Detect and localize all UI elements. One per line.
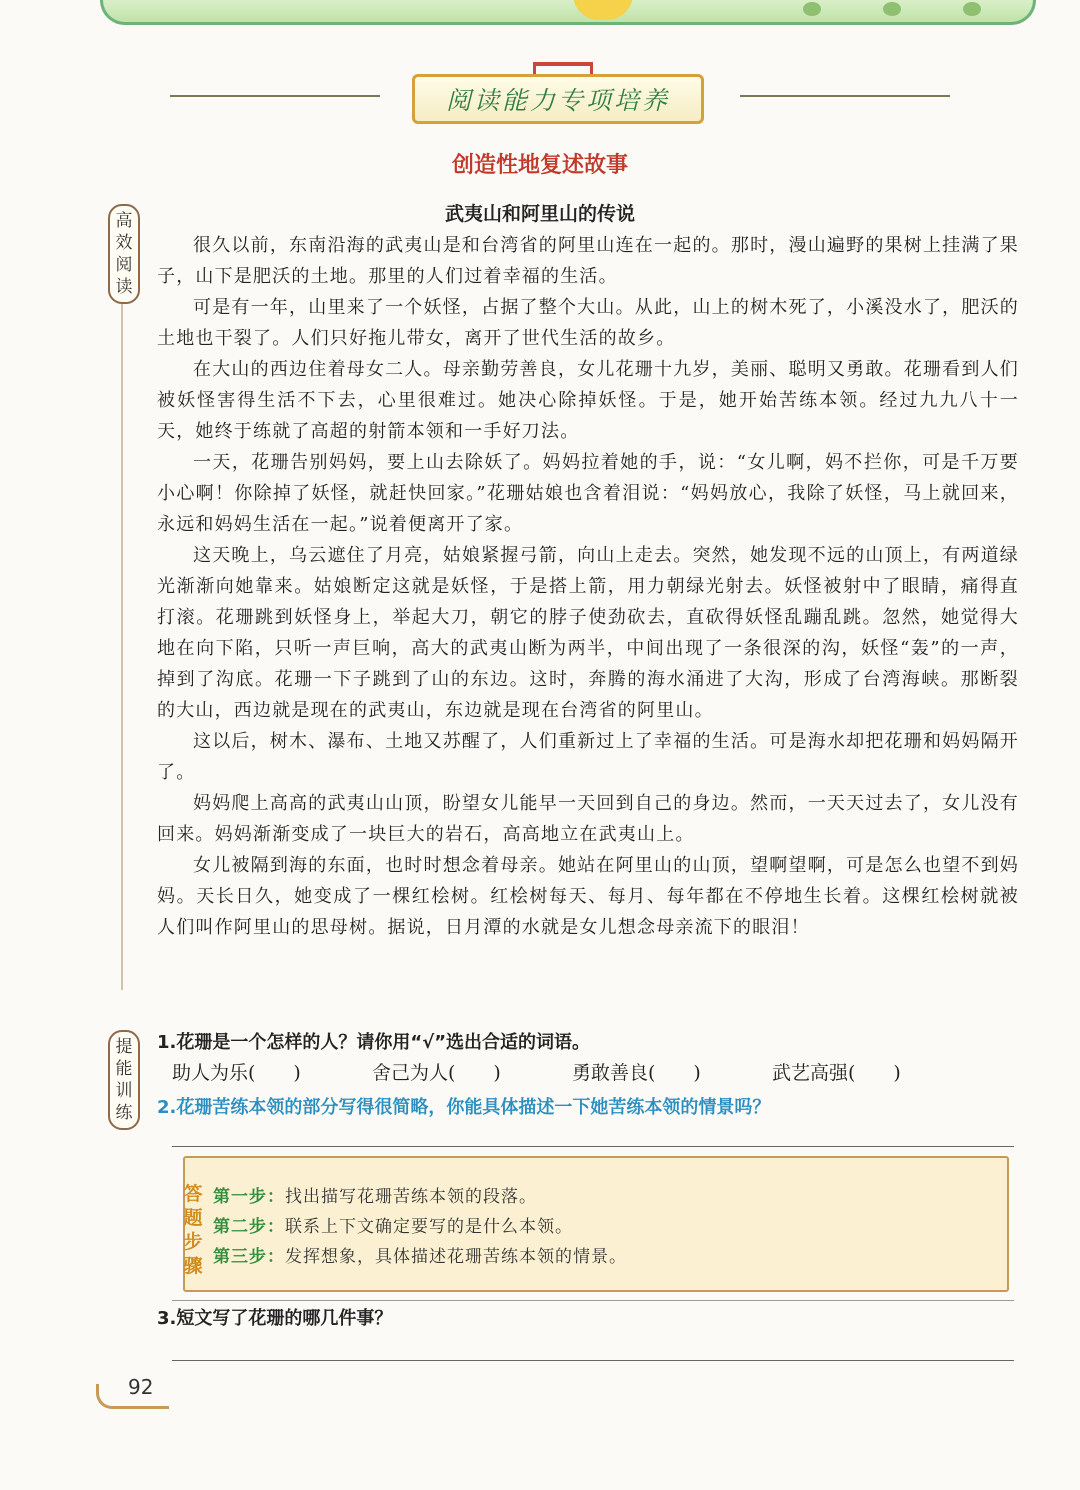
banner-title: 阅读能力专项培养 <box>412 74 704 124</box>
step-3 <box>213 1242 627 1267</box>
story-paragraph: 这以后，树木、瀑布、土地又苏醒了，人们重新过上了幸福的生活。可是海水却把花珊和妈妈隔开了。 <box>157 731 1019 783</box>
banner-divider-left <box>170 95 380 97</box>
page-number: 92 <box>128 1375 154 1399</box>
section-subtitle: 创造性地复述故事 <box>451 153 628 178</box>
step-text: 联系上下文确定要写的是什么本领。 <box>285 1217 573 1237</box>
tree-icon <box>883 2 901 16</box>
banner-divider-right <box>740 95 950 97</box>
steps-label-char: 答 <box>183 1183 203 1205</box>
step-name: 第二步： <box>213 1217 285 1237</box>
story-paragraph: 很久以前，东南沿海的武夷山是和台湾省的阿里山连在一起的。那时，漫山遍野的果树上挂满了果子，山下是肥沃的土地。那里的人们过着幸福的生活。 <box>157 235 1019 287</box>
top-decoration <box>100 0 1036 25</box>
tree-icon <box>963 2 981 16</box>
story-paragraph: 妈妈爬上高高的武夷山山顶，盼望女儿能早一天回到自己的身边。然而，一天天过去了，女儿没有回来。妈妈渐渐变成了一块巨大的岩石，高高地立在武夷山上。 <box>157 793 1019 845</box>
side-label-char: 能 <box>115 1059 133 1079</box>
side-label-char: 阅 <box>115 255 133 275</box>
steps-label-char: 骤 <box>183 1255 203 1277</box>
question-1: 1.花珊是一个怎样的人？请你用“√”选出合适的词语。 <box>157 1032 591 1053</box>
option-checkbox[interactable]: 舍己为人( ) <box>372 1062 501 1084</box>
question-3: 3.短文写了花珊的哪几件事？ <box>157 1308 393 1329</box>
step-text: 找出描写花珊苦练本领的段落。 <box>285 1187 537 1207</box>
section-banner <box>0 62 1080 132</box>
option-checkbox[interactable]: 勇敢善良( ) <box>572 1062 701 1084</box>
side-label-char: 效 <box>115 233 133 253</box>
side-label-char: 高 <box>115 211 133 231</box>
story-paragraph: 一天，花珊告别妈妈，要上山去除妖了。妈妈拉着她的手，说：“女儿啊，妈不拦你，可是千万要小心啊！你除掉了妖怪，就赶快回家。”花珊姑娘也含着泪说：“妈妈放心，我除了妖怪，马上就回来，永远和妈妈生活在一起。”说着便离开了家。 <box>157 452 1019 535</box>
step-name: 第三步： <box>213 1247 285 1267</box>
side-label-reading <box>108 204 140 304</box>
tree-icon <box>803 2 821 16</box>
answer-steps-box <box>183 1156 1009 1292</box>
side-rule <box>121 300 123 990</box>
story-paragraph: 可是有一年，山里来了一个妖怪，占据了整个大山。从此，山上的树木死了，小溪没水了，肥沃的土地也干裂了。人们只好拖儿带女，离开了世代生活的故乡。 <box>157 297 1019 349</box>
side-label-training <box>108 1030 140 1130</box>
question-2: 2.花珊苦练本领的部分写得很简略，你能具体描述一下她苦练本领的情景吗？ <box>157 1097 771 1118</box>
sun-icon <box>573 0 633 20</box>
steps-label-char: 步 <box>183 1231 203 1253</box>
story-title: 武夷山和阿里山的传说 <box>444 203 635 225</box>
answer-line[interactable] <box>172 1146 1014 1147</box>
side-label-char: 练 <box>115 1103 133 1123</box>
step-text: 发挥想象，具体描述花珊苦练本领的情景。 <box>285 1247 627 1267</box>
side-label-char: 提 <box>115 1037 133 1057</box>
story-paragraph: 在大山的西边住着母女二人。母亲勤劳善良，女儿花珊十九岁，美丽、聪明又勇敢。花珊看到人们被妖怪害得生活不下去，心里很难过。她决心除掉妖怪。于是，她开始苦练本领。经过九九八十一天，她终于练就了高超的射箭本领和一手好刀法。 <box>157 359 1019 442</box>
step-name: 第一步： <box>213 1187 285 1207</box>
option-checkbox[interactable]: 武艺高强( ) <box>772 1062 901 1084</box>
steps-label-char: 题 <box>183 1207 203 1229</box>
box-bottom-line <box>172 1300 1014 1301</box>
step-1 <box>213 1182 537 1207</box>
story-paragraph: 这天晚上，乌云遮住了月亮，姑娘紧握弓箭，向山上走去。突然，她发现不远的山顶上，有两道绿光渐渐向她靠来。姑娘断定这就是妖怪，于是搭上箭，用力朝绿光射去。妖怪被射中了眼睛，痛得直打滚。花珊跳到妖怪身上，举起大刀，朝它的脖子使劲砍去，直砍得妖怪乱蹦乱跳。忽然，她觉得大地在向下陷，只听一声巨响，高大的武夷山断为两半，中间出现了一条很深的沟，妖怪“轰”的一声，掉到了沟底。花珊一下子跳到了山的东边。这时，奔腾的海水涌进了大沟，形成了台湾海峡。那断裂的大山，西边就是现在的武夷山，东边就是现在台湾省的阿里山。 <box>157 545 1019 721</box>
steps-label <box>179 1182 207 1278</box>
side-label-char: 读 <box>115 277 133 297</box>
story-paragraph: 女儿被隔到海的东面，也时时想念着母亲。她站在阿里山的山顶，望啊望啊，可是怎么也望不到妈妈。天长日久，她变成了一棵红桧树。红桧树每天、每月、每年都在不停地生长着。这棵红桧树就被人们叫作阿里山的思母树。据说，日月潭的水就是女儿想念母亲流下的眼泪！ <box>157 855 1019 938</box>
step-2 <box>213 1212 573 1237</box>
option-checkbox[interactable]: 助人为乐( ) <box>172 1062 301 1084</box>
answer-line[interactable] <box>172 1360 1014 1361</box>
side-label-char: 训 <box>115 1081 133 1101</box>
question-1-options <box>172 1058 972 1085</box>
story-body <box>157 230 1019 943</box>
